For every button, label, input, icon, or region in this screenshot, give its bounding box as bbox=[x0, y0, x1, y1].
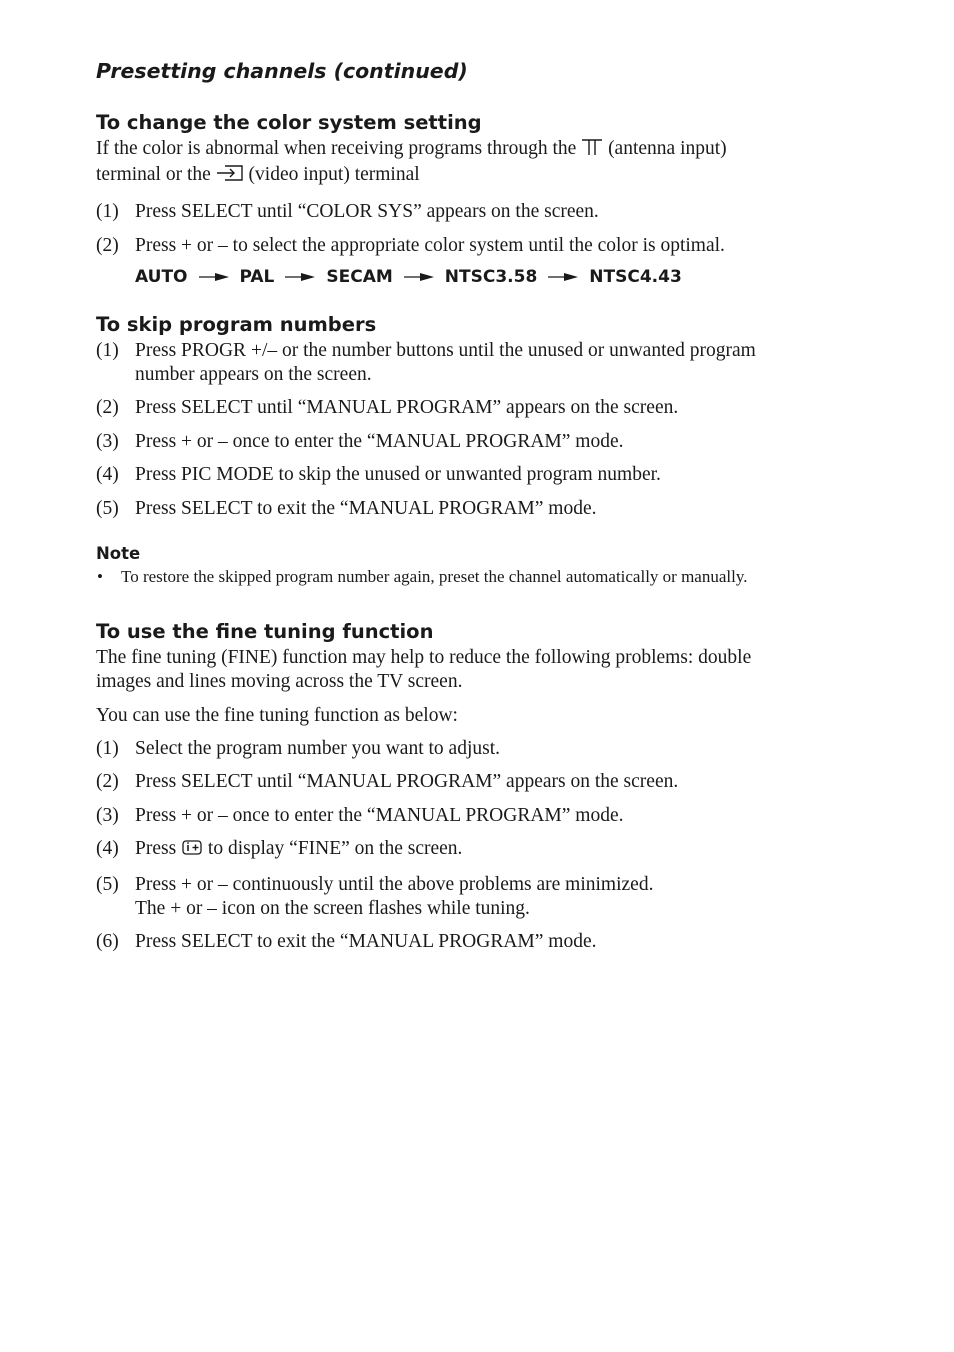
page-title: Presetting channels (continued) bbox=[96, 59, 468, 83]
step-number: (1) bbox=[96, 201, 119, 222]
step-text: Press + or – once to enter the “MANUAL PROGRAM” mode. bbox=[135, 804, 624, 826]
list-item bbox=[96, 430, 886, 454]
step-text: Press SELECT until “COLOR SYS” appears on the screen. bbox=[135, 201, 599, 222]
note-item bbox=[96, 565, 886, 589]
arrow-right-icon bbox=[548, 272, 578, 282]
color-system-sequence bbox=[135, 264, 886, 290]
list-item bbox=[96, 837, 886, 863]
list-item bbox=[96, 930, 886, 954]
intro-text: If the color is abnormal when receiving programs through the bbox=[96, 138, 582, 159]
step-text: Press SELECT to exit the “MANUAL PROGRAM” mode. bbox=[135, 931, 597, 952]
sequence-item-pal: PAL bbox=[239, 266, 275, 287]
list-item bbox=[96, 770, 886, 794]
step-number: (3) bbox=[96, 430, 119, 452]
step-text: Press SELECT to exit the “MANUAL PROGRAM” mode. bbox=[135, 497, 597, 519]
intro-text: (video input) terminal bbox=[243, 164, 420, 185]
fine-tuning-steps bbox=[96, 737, 886, 955]
note-label: Note bbox=[96, 543, 141, 563]
paragraph-text: images and lines moving across the TV screen. bbox=[96, 670, 463, 692]
video-input-icon bbox=[216, 164, 244, 189]
list-item bbox=[96, 804, 886, 828]
arrow-right-icon bbox=[404, 272, 434, 282]
list-item bbox=[96, 200, 886, 224]
step-number: (6) bbox=[96, 931, 119, 952]
step-number: (4) bbox=[96, 838, 119, 859]
step-text: to display “FINE” on the screen. bbox=[203, 838, 463, 859]
step-text: Press SELECT until “MANUAL PROGRAM” appears on the screen. bbox=[135, 771, 679, 792]
step-text: Press + or – to select the appropriate color system until the color is optimal. bbox=[135, 234, 725, 256]
paragraph-text: The fine tuning (FINE) function may help to reduce the following problems: double bbox=[96, 646, 752, 668]
step-text: Select the program number you want to adjust. bbox=[135, 737, 500, 759]
fine-tuning-intro: You can use the fine tuning function as below: bbox=[96, 704, 458, 726]
list-item bbox=[96, 737, 886, 761]
skip-heading: To skip program numbers bbox=[96, 312, 377, 336]
list-item bbox=[96, 339, 886, 387]
step-number: (5) bbox=[96, 497, 119, 519]
step-number: (1) bbox=[96, 339, 119, 361]
bullet: • bbox=[97, 566, 103, 586]
skip-steps bbox=[96, 339, 886, 521]
intro-text: terminal or the bbox=[96, 164, 216, 185]
display-button-icon bbox=[181, 838, 203, 863]
step-number: (3) bbox=[96, 804, 119, 826]
intro-text: (antenna input) bbox=[603, 138, 727, 159]
step-text: Press bbox=[135, 838, 182, 859]
list-item bbox=[96, 497, 886, 521]
fine-tuning-paragraph bbox=[96, 646, 886, 694]
sequence-item-secam: SECAM bbox=[326, 266, 393, 287]
color-system-heading: To change the color system setting bbox=[96, 111, 482, 134]
list-item bbox=[96, 873, 886, 921]
sequence-item-auto: AUTO bbox=[135, 266, 188, 287]
step-text: Press PROGR +/– or the number buttons until the unused or unwanted program bbox=[135, 339, 756, 361]
arrow-right-icon bbox=[199, 272, 229, 282]
step-number: (2) bbox=[96, 771, 119, 792]
step-text: The + or – icon on the screen flashes while tuning. bbox=[135, 897, 530, 919]
antenna-input-icon bbox=[581, 138, 603, 163]
step-text: Press + or – continuously until the above problems are minimized. bbox=[135, 873, 654, 895]
arrow-right-icon bbox=[285, 272, 315, 282]
step-number: (4) bbox=[96, 464, 119, 485]
color-system-intro bbox=[96, 137, 886, 189]
step-number: (1) bbox=[96, 737, 119, 759]
step-text: number appears on the screen. bbox=[135, 363, 372, 385]
step-number: (5) bbox=[96, 873, 119, 895]
step-number: (2) bbox=[96, 234, 119, 256]
fine-tuning-heading: To use the fine tuning function bbox=[96, 619, 434, 643]
step-text: Press PIC MODE to skip the unused or unwanted program number. bbox=[135, 464, 661, 485]
step-text: Press + or – once to enter the “MANUAL PROGRAM” mode. bbox=[135, 430, 624, 452]
color-system-steps bbox=[96, 200, 886, 258]
step-number: (2) bbox=[96, 397, 119, 418]
sequence-item-ntsc443: NTSC4.43 bbox=[589, 266, 682, 287]
list-item bbox=[96, 396, 886, 420]
sequence-item-ntsc358: NTSC3.58 bbox=[444, 266, 538, 287]
page-content bbox=[96, 56, 886, 964]
step-text: Press SELECT until “MANUAL PROGRAM” appears on the screen. bbox=[135, 397, 679, 418]
note-text: To restore the skipped program number again, preset the channel automatically or manually. bbox=[121, 566, 748, 586]
list-item bbox=[96, 463, 886, 487]
list-item bbox=[96, 234, 886, 258]
